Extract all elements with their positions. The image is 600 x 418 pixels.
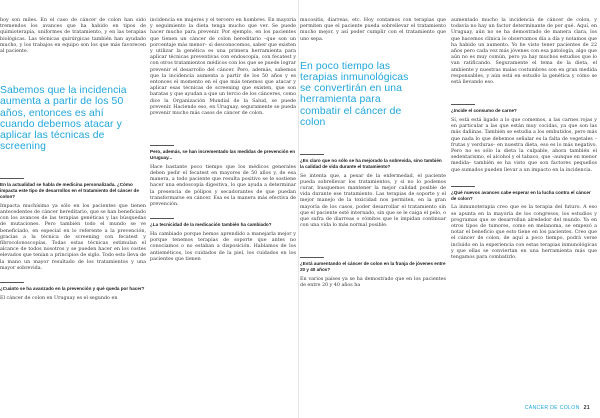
- interview-question: En la actualidad se habla de medicina personalizada. ¿Cómo impacta este tipo de desarrollos en el tratamiento del cáncer de colon?: [0, 182, 139, 200]
- column-2: [150, 0, 296, 263]
- interview-answer: En varios países ya se ha demostrado que en los pacientes de entre 20 y 40 años ha: [300, 277, 446, 289]
- question-divider: [451, 186, 475, 187]
- section-label: CÁNCER DE COLON: [524, 405, 580, 411]
- column-4-lead-text: aumentado mucho la incidencia de cáncer de colon, y todavía no hay un factor determinante de por qué. Aquí, en Uruguay, aún no se ha demostrado de manera clara, los que hacemos clínica lo observamos día a día y notamos que ha habido un aumento. Yo he visto tener pacientes de 22 años pero cada vez más jóvenes con esa patología, algo que aún no es muy común, pero ya hay muchos estudios que lo van ratificando. Seguramente el tema de la dieta, el ambiente y nuestras malas costumbres son en gran medida responsables, y aún está en estudio la genética y cómo se está llevando eso.: [451, 18, 597, 86]
- question-divider: [150, 218, 174, 219]
- interview-answer: Impacta muchísimo ya sólo en los pacientes que tienen antecedentes de cáncer hereditario, que se han beneficiado con los avances de las terapias genéticas y las búsquedas de mutaciones. Pero también todo el mundo se ve beneficiado, en especial en lo referente a la prevención, gracias a la técnica de screening con fecatest y fibrocolonoscopías. Todas estas técnicas estimulan el alcance de todos nosotros y se pueden hacer en los costes elevados que tenían a principios de siglo. Todo esto lleva de la mano un mayor resultado de los tratamientos y una mayor sobrevida.: [0, 203, 146, 271]
- column-4: [451, 0, 597, 261]
- interview-question: ¿Está aumentando el cáncer de colon en la franja de jóvenes entre 20 y 40 años?: [300, 261, 446, 273]
- interview-answer: Hace bastante poco tiempo que los médicos generales deben pedir el fecatest en mayores de 50 años y, de esa manera, a todo paciente que resulta positivo se le sostiene hacer una endoscopía digestiva, lo que ayuda a determinar la presencia de pólipos y secadorantes de que puedan transformarse en cáncer. Esa es la manera más efectiva de prevención.: [150, 164, 296, 208]
- question-divider: [300, 257, 324, 258]
- question-divider: [451, 104, 475, 105]
- interview-answer: Sí, está está ligado a lo que comemos, a las carnes rojas y en particular a las que están muy cocidas, ya que son las más dañinas. También se estudia a los embutidos, pero más que nada lo que debemos señalar es la falta de vegetales –frutas y verduras– en nuestra dieta, eso es lo más negativo. Pero no es sólo la dieta la culpable, ahora también el sedentarismo, el alcohol y el tabaco, que –aunque en menor medida– también se ha visto que son factores pequeños que sumados pueden llevar a un impacto en la incidencia.: [451, 118, 597, 173]
- question-divider: [0, 178, 24, 179]
- interview-question: ¿Incide el consumo de carne?: [451, 108, 517, 114]
- center-gutter: [298, 0, 299, 418]
- column-1-lead-text: hoy son miles. En el caso de cáncer de colon han sido tremendos los avances que ha habido en tipos de quimioterapia, uniformes de tratamiento, y en las terapias biológicas. Las técnicas quirúrgicas también han ayudado mucho, y los trabajos en equipo son los que más favorecen al paciente.: [0, 18, 146, 55]
- column-3-lead-text: mucositis, diarreas, etc. Hoy contamos con terapias que permiten que el paciente pueda sobrellevar el tratamiento mucho mejor, y así poder cumplir con el tratamiento que uno sepa.: [300, 18, 446, 42]
- column-3: [300, 0, 446, 289]
- question-divider: [0, 282, 24, 283]
- interview-answer: Se intenta que, a pesar de la enfermedad, el paciente pueda sobrellevar los tratamientos, y si no lo podemos curar, busquemos mantener la mejor calidad posible de vida durante ese tratamiento. Las terapias de soporte y el mejor manejo de la toxicidad nos permiten, en la gran mayoría de los casos, poder desarrollar el tratamiento sin que el paciente esté internado, sin que se le caiga el pelo, o que sufra de diarreas o vómitos que le impidan continuar con una vida lo más normal posible.: [300, 173, 446, 229]
- interview-answer: La inmunoterapia creo que es la terapia del futuro. A eso se apunta en la mayoría de los congresos, los estudios y programas que se desarrollan alrededor del mundo. Ya en otros tipos de tumores, como en melanoma, se empezó a notar el beneficio que esto tiene en los pacientes. Creo que el cáncer de colon, de aquí a poco tiempo, podrá verse incluido en la experiencia con estas terapias inmunológicas y que ellas se conviertan en una herramienta más que tengamos para combatirlo.: [451, 205, 597, 261]
- page-footer: [525, 405, 590, 411]
- pull-quote-right: En poco tiempo las terapias inmunológicas se convertirán en una herramienta para combatir el cáncer de colon: [300, 60, 409, 128]
- interview-question: ¿Cuánto se ha avanzado en la prevención y qué queda por hacer?: [0, 286, 145, 292]
- interview-question: ¿La tecnicidad de la medicación también ha cambiado?: [150, 222, 272, 228]
- interview-answer: Ha cambiado porque hemos aprendido a manejarla mejor y porque tenemos terapias de soporte que antes no conocíamos o no estaban a disposición. Hablamos de los antieméticos, los cuidados de la piel, los cuidados en los pacientes que tienen: [150, 232, 296, 262]
- question-divider: [300, 154, 324, 155]
- question-divider: [150, 145, 174, 146]
- page-number: 21: [583, 405, 590, 411]
- interview-question: ¿Qué nuevos avances cabe esperar en la lucha contra el cáncer de colon?: [451, 189, 591, 201]
- interview-question: Pero, además, se han incrementado las medidas de prevención en Uruguay...: [150, 149, 296, 161]
- pull-quote-left: Sabemos que la incidencia aumenta a partir de los 50 años, entonces es ahí cuando debemos atacar y aplicar las técnicas de screening: [0, 85, 127, 153]
- interview-answer: El cáncer de colon en Uruguay es el segundo en: [0, 295, 118, 301]
- interview-question: ¿Es claro que no sólo se ha mejorado la sobrevida, sino también la calidad de vida durante el tratamiento?: [300, 158, 442, 169]
- column-1: [0, 0, 146, 302]
- column-2-lead-text: incidencia en mujeres y el tercero en hombres. En mayoría y seguimiento la dieta tenga mucho que ver. Se puede hacer mucho para prevenir. Por ejemplo, en los pacientes que tienen un cáncer de colon hereditario –que son un porcentaje más menor– si desconocemos, saber que existen y utilizar la genética es una primera herramienta para aplicar técnicas preventivas con endoscopía, con fecatest y con otros tratamientos médicos con los que se puede lograr prevenir el desarrollo del cáncer. Pero, además, sabemos que la incidencia aumenta a partir de los 50 años y es entonces el momento en el que más tenemos que atacar y aplicar esas técnicas de screening que existen, que son baratas y que ayudan a que un tercio de los cánceres, como dice la Organización Mundial de la Salud, se puede prevenir. Haciendo eso, en Uruguay, seguramente se pueda prevenir mucho más casos de cáncer de colon.: [150, 18, 296, 117]
